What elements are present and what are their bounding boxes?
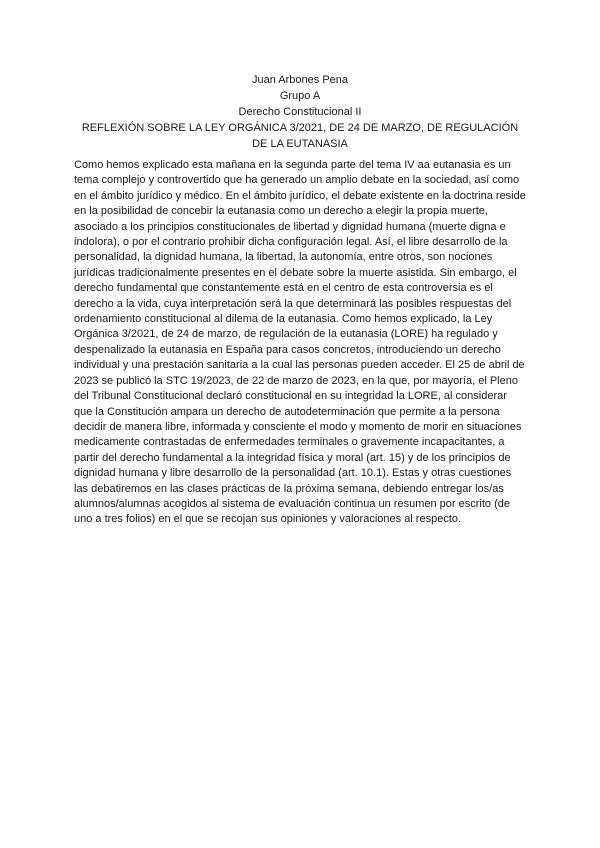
group-label: Grupo A [279,90,321,102]
document-title-line-1: REFLEXIÓN SOBRE LA LEY ORGÁNICA 3/2021, DE 24 DE MARZO, DE REGULACIÓN [81,122,519,134]
subject-label: Derecho Constitucional II [238,106,362,118]
body-paragraph: Como hemos explicado esta mañana en la segunda parte del tema IV aa eutanasia es un tema complejo y controvertido que ha generado un amplio debate en la sociedad, así como en el ámbito jurídico y médico. En el ámbito jurídico, el debate existente en la doctrina reside en la posibilidad de concebir la eutanasia como un derecho a elegir la propia muerte, asociado a los principios constitucionales de libertad y dignidad humana (muerte digna e indolora), o por el contrario prohibir dicha configuración legal. Así, el libre desarrollo de la personalidad, la dignidad humana, la libertad, la autonomía, entre otros, son nociones jurídicas tradicionalmente presentes en el debate sobre la muerte asistida. Sin embargo, el derecho fundamental que constantemente está en el centro de esta controversia es el derecho a la vida, cuya interpretación será la que determinará las posibles respuestas del ordenamiento constitucional al dilema de la eutanasia. Como hemos explicado, la Ley Orgánica 3/2021, de 24 de marzo, de regulación de la eutanasia (LORE) ha regulado y despenalizado la eutanasia en España para casos concretos, introduciendo un derecho individual y una prestación sanitaria a la cual las personas pueden acceder. El 25 de abril de 2023 se publicó la STC 19/2023, de 22 de marzo de 2023, en la que, por mayoría, el Pleno del Tribunal Constitucional declaró constitucional en su integridad la LORE, al considerar que la Constitución ampara un derecho de autodeterminación que permite a la persona decidir de manera libre, informada y consciente el modo y momento de morir en situaciones medicamente contrastadas de enfermedades terminales o gravemente incapacitantes, a partir del derecho fundamental a la integridad física y moral (art. 15) y de los principios de dignidad humana y libre desarrollo de la personalidad (art. 10.1). Estas y otras cuestiones las debatiremos en las clases prácticas de la próxima semana, debiendo entregar los/as alumnos/alumnas acogidos al sistema de evaluación continua un resumen por escrito (de uno a tres folios) en el que se recojan sus opiniones y valoraciones al respecto. [74,159,526,526]
document-title-line-2: DE LA EUTANASIA [252,138,348,150]
author-name: Juan Arbones Pena [251,74,349,86]
document-header [74,72,526,152]
